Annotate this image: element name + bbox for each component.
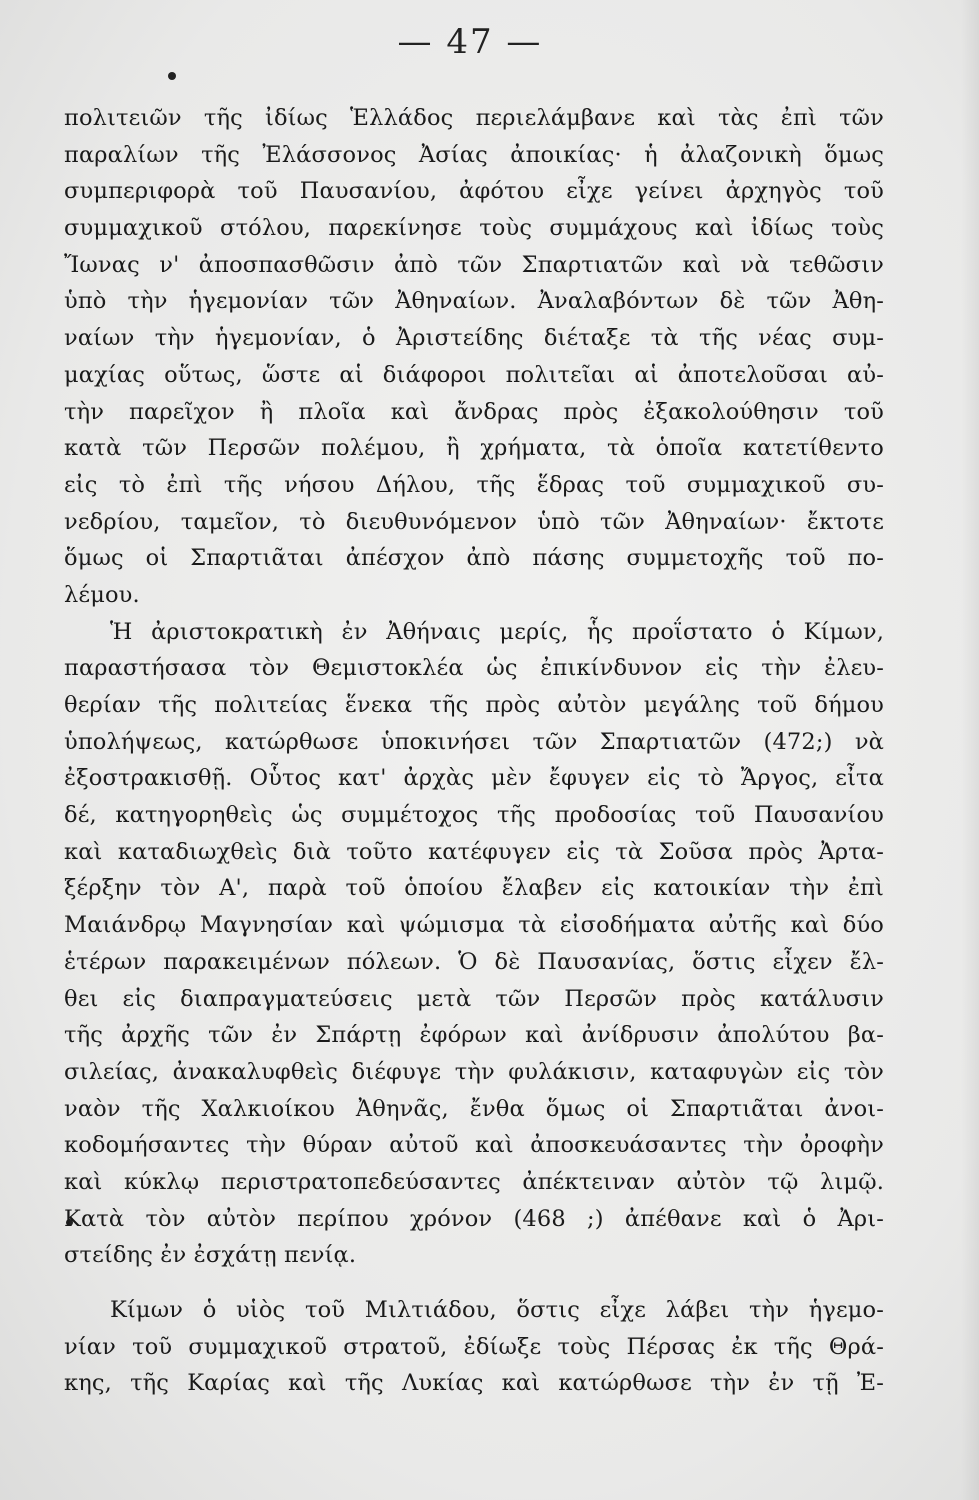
page-edge-shadow	[961, 0, 979, 1500]
text-line: Ἴωνας ν' ἀποσπασθῶσιν ἀπὸ τῶν Σπαρτιατῶν καὶ νὰ τεθῶσιν	[64, 251, 884, 278]
paragraph	[64, 1292, 884, 1402]
text-line: θει εἰς διαπραγματεύσεις μετὰ τῶν Περσῶν πρὸς κατάλυσιν	[64, 985, 884, 1012]
text-line: ξέρξην τὸν Α', παρὰ τοῦ ὁποίου ἔλαβεν εἰς κατοικίαν τὴν ἐπὶ	[64, 875, 884, 902]
text-line: ἑτέρων παρακειμένων πόλεων. Ὁ δὲ Παυσανίας, ὅστις εἶχεν ἔλ-	[64, 948, 884, 975]
text-line: Ἡ ἀριστοκρατικὴ ἐν Ἀθήναις μερίς, ἧς προΐστατο ὁ Κίμων,	[110, 618, 884, 645]
page-number: — 47 —	[397, 22, 543, 62]
text-line: νίαν τοῦ συμμαχικοῦ στρατοῦ, ἐδίωξε τοὺς Πέρσας ἐκ τῆς Θρά-	[64, 1333, 884, 1360]
text-line: ὅμως οἱ Σπαρτιᾶται ἀπέσχον ἀπὸ πάσης συμμετοχῆς τοῦ πο-	[64, 545, 884, 572]
text-line: καὶ κύκλῳ περιστρατοπεδεύσαντες ἀπέκτειναν αὐτὸν τῷ λιμῷ.	[64, 1168, 884, 1195]
text-line: δέ, κατηγορηθεὶς ὡς συμμέτοχος τῆς προδοσίας τοῦ Παυσανίου	[64, 802, 884, 829]
text-line: ναίων τὴν ἡγεμονίαν, ὁ Ἀριστείδης διέταξε τὰ τῆς νέας συμ-	[64, 325, 884, 352]
text-line: τὴν παρεῖχον ἢ πλοῖα καὶ ἄνδρας πρὸς ἐξακολούθησιν τοῦ	[64, 398, 884, 425]
text-line: κατὰ τῶν Περσῶν πολέμου, ἢ χρήματα, τὰ ὁποῖα κατετίθεντο	[64, 435, 884, 462]
text-line: κοδομήσαντες τὴν θύραν αὐτοῦ καὶ ἀποσκευάσαντες τὴν ὀροφὴν	[64, 1132, 884, 1159]
text-line: παραλίων τῆς Ἐλάσσονος Ἀσίας ἀποικίας· ἡ ἀλαζονικὴ ὅμως	[64, 141, 884, 168]
ink-dot	[168, 72, 176, 80]
text-line: λέμου.	[64, 581, 140, 608]
text-line: μαχίας οὕτως, ὥστε αἱ διάφοροι πολιτεῖαι αἱ ἀποτελοῦσαι αὐ-	[64, 361, 884, 388]
text-line: Μαιάνδρῳ Μαγνησίαν καὶ ψώμισμα τὰ εἰσοδήματα αὐτῆς καὶ δύο	[64, 912, 884, 939]
text-line: στείδης ἐν ἐσχάτῃ πενίᾳ.	[64, 1242, 357, 1269]
text-line: Κίμων ὁ υἱὸς τοῦ Μιλτιάδου, ὅστις εἶχε λάβει τὴν ἡγεμο-	[110, 1297, 884, 1323]
text-line: ὑπὸ τὴν ἡγεμονίαν τῶν Ἀθηναίων. Ἀναλαβόντων δὲ τῶν Ἀθη-	[64, 288, 884, 315]
paragraph	[64, 100, 884, 614]
text-line: Κατὰ τὸν αὐτὸν περίπου χρόνον (468 ;) ἀπέθανε καὶ ὁ Ἀρι-	[64, 1205, 884, 1232]
text-line: ἐξοστρακισθῇ. Οὗτος κατ' ἀρχὰς μὲν ἔφυγεν εἰς τὸ Ἄργος, εἶτα	[64, 765, 884, 792]
text-line: ναὸν τῆς Χαλκιοίκου Ἀθηνᾶς, ἔνθα ὅμως οἱ Σπαρτιᾶται ἀνοι-	[64, 1095, 884, 1122]
body-text	[64, 100, 884, 1402]
text-line: πολιτειῶν τῆς ἰδίως Ἑλλάδος περιελάμβανε καὶ τὰς ἐπὶ τῶν	[64, 105, 884, 131]
text-line: παραστήσασα τὸν Θεμιστοκλέα ὡς ἐπικίνδυνον εἰς τὴν ἐλευ-	[64, 655, 884, 682]
text-line: σιλείας, ἀνακαλυφθεὶς διέφυγε τὴν φυλάκισιν, καταφυγὼν εἰς τὸν	[64, 1058, 884, 1085]
text-line: συμπεριφορὰ τοῦ Παυσανίου, ἀφότου εἶχε γείνει ἀρχηγὸς τοῦ	[64, 178, 884, 205]
text-line: εἰς τὸ ἐπὶ τῆς νήσου Δήλου, τῆς ἕδρας τοῦ συμμαχικοῦ συ-	[64, 471, 884, 498]
text-line: θερίαν τῆς πολιτείας ἕνεκα τῆς πρὸς αὐτὸν μεγάλης τοῦ δήμου	[64, 692, 884, 718]
text-line: ὑπολήψεως, κατώρθωσε ὑποκινήσει τῶν Σπαρτιατῶν (472;) νὰ	[64, 728, 884, 755]
text-line: καὶ καταδιωχθεὶς διὰ τοῦτο κατέφυγεν εἰς τὰ Σοῦσα πρὸς Ἀρτα-	[64, 838, 884, 865]
text-line: κης, τῆς Καρίας καὶ τῆς Λυκίας καὶ κατώρθωσε τὴν ἐν τῇ Ἐ-	[64, 1370, 884, 1397]
paragraph	[64, 614, 884, 1274]
paragraph-spacer	[64, 1274, 884, 1292]
text-line: τῆς ἀρχῆς τῶν ἐν Σπάρτῃ ἐφόρων καὶ ἀνίδρυσιν ἀπολύτου βα-	[64, 1022, 884, 1049]
text-line: συμμαχικοῦ στόλου, παρεκίνησε τοὺς συμμάχους καὶ ἰδίως τοὺς	[64, 215, 884, 242]
text-line: νεδρίου, ταμεῖον, τὸ διευθυνόμενον ὑπὸ τῶν Ἀθηναίων· ἔκτοτε	[64, 508, 884, 535]
